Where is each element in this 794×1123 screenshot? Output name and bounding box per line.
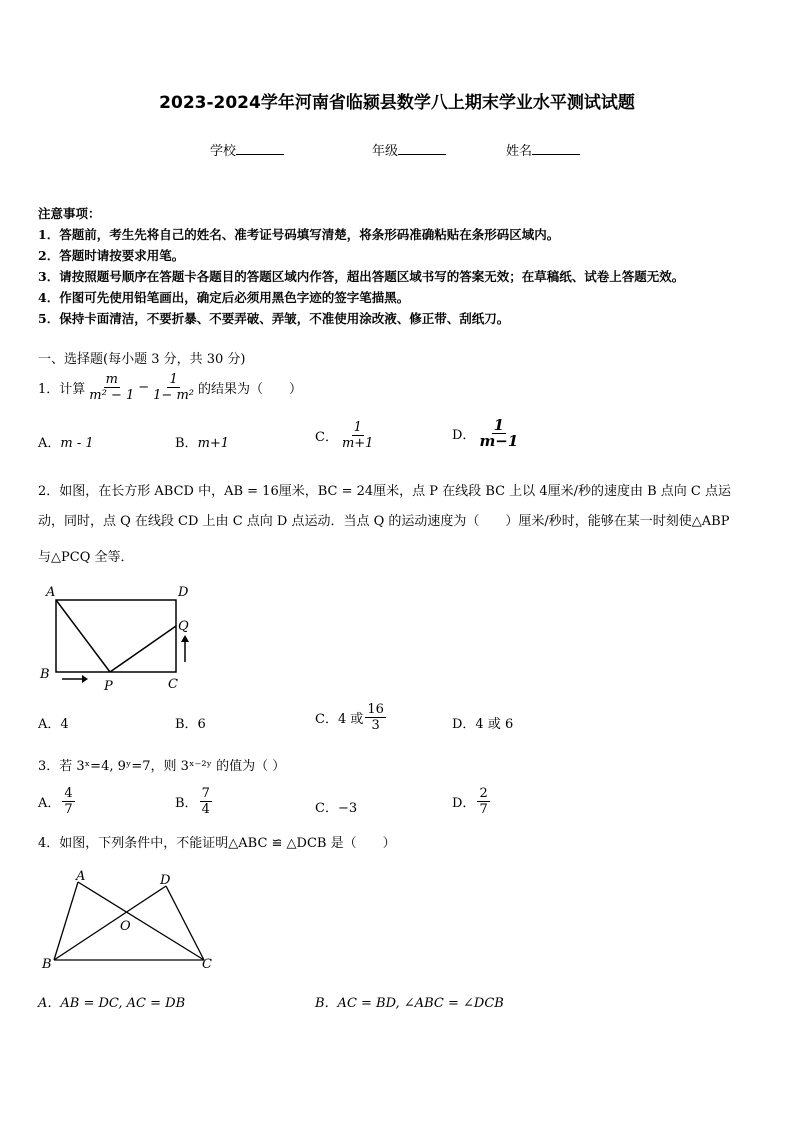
q3-option-c: C．−3 bbox=[315, 801, 358, 816]
section-heading: 一、选择题(每小题 3 分，共 30 分) bbox=[38, 352, 246, 367]
question-2-line-1: 2．如图，在长方形 ABCD 中，AB = 16厘米，BC = 24厘米，点 P 在线段 BC 上以 4厘米/秒的速度由 B 点向 C 点运 bbox=[38, 484, 731, 499]
q2-option-c: C．4 或 $\frac{16}{3}$ bbox=[315, 702, 384, 733]
q2-rectangle-figure bbox=[30, 580, 210, 692]
question-2-line-3: 与△PCQ 全等． bbox=[38, 550, 134, 565]
label-c: C bbox=[168, 677, 178, 692]
note-item: 3．请按照题号顺序在答题卡各题目的答题区域内作答，超出答题区域书写的答案无效；在草稿纸、试卷上答题无效。 bbox=[38, 269, 685, 284]
label-q: Q bbox=[178, 619, 189, 634]
grade-field: 年级 bbox=[372, 140, 446, 159]
q1-fraction-1: $\frac{m}{\text{m² − 1}}$ bbox=[89, 372, 135, 403]
notes bbox=[38, 203, 684, 329]
q1-option-a: A．m - 1 bbox=[38, 436, 94, 451]
q4-option-b: B．AC = BD, ∠ABC = ∠DCB bbox=[315, 996, 504, 1011]
q1-suffix: 的结果为（ ） bbox=[198, 382, 303, 397]
q1-prefix: 1．计算 bbox=[38, 382, 86, 397]
q1-option-c: C． $\frac{1}{m+1}$ bbox=[315, 420, 374, 451]
label-d: D bbox=[178, 585, 189, 600]
segment-ac bbox=[78, 882, 204, 960]
name-field: 姓名 bbox=[506, 140, 580, 159]
q3-option-d: D． $\frac{2}{7}$ bbox=[452, 786, 488, 817]
q1-fraction-2: $\frac{1}{\text{1− m²}}$ bbox=[153, 372, 194, 403]
label-b: B bbox=[42, 957, 52, 972]
notes-heading: 注意事项： bbox=[38, 206, 101, 221]
q1-option-b: B．m+1 bbox=[175, 436, 230, 451]
segment-ab bbox=[54, 882, 78, 960]
q1-minus: − bbox=[138, 380, 150, 395]
segment-ap bbox=[56, 600, 110, 672]
label-a: A bbox=[46, 585, 56, 600]
note-item: 5．保持卡面清洁，不要折暴、不要弄破、弄皱，不准使用涂改液、修正带、刮纸刀。 bbox=[38, 311, 510, 326]
question-2-line-2: 动，同时，点 Q 在线段 CD 上由 C 点向 D 点运动．当点 Q 的运动速度为（ ）厘米/秒时，能够在某一时刻使△ABP bbox=[38, 514, 730, 529]
q2-option-d: D．4 或 6 bbox=[452, 717, 514, 732]
question-4: 4．如图，下列条件中，不能证明△ABC ≌ △DCB 是（ ） bbox=[38, 836, 396, 851]
label-o: O bbox=[120, 919, 131, 934]
note-item: 4．作图可先使用铅笔画出，确定后必须用黑色字迹的签字笔描黑。 bbox=[38, 290, 410, 305]
question-1 bbox=[38, 372, 302, 403]
label-a: A bbox=[76, 869, 86, 884]
school-field: 学校 bbox=[210, 140, 284, 159]
label-c: C bbox=[202, 957, 212, 972]
rectangle-abcd bbox=[56, 600, 176, 672]
note-item: 2．答题时请按要求用笔。 bbox=[38, 248, 185, 263]
q4-option-a: A．AB = DC, AC = DB bbox=[38, 996, 186, 1011]
note-item: 1．答题前，考生先将自己的姓名、准考证号码填写清楚，将条形码准确粘贴在条形码区域内。 bbox=[38, 227, 560, 242]
page-title: 2023-2024学年河南省临颍县数学八上期末学业水平测试试题 bbox=[159, 93, 635, 113]
q3-option-a: A． $\frac{4}{7}$ bbox=[38, 786, 73, 817]
label-d: D bbox=[160, 873, 171, 888]
label-b: B bbox=[40, 667, 50, 682]
question-3: 3．若 3ˣ=4, 9ʸ=7，则 3ˣ⁻²ʸ 的值为（ ） bbox=[38, 759, 286, 774]
segment-db bbox=[54, 886, 166, 960]
segment-pq bbox=[110, 626, 176, 672]
q2-option-a: A．4 bbox=[38, 717, 69, 732]
label-p: P bbox=[104, 679, 113, 692]
q4-triangles-figure bbox=[36, 866, 226, 974]
q3-option-b: B． $\frac{7}{4}$ bbox=[175, 786, 210, 817]
q2-option-b: B．6 bbox=[175, 717, 206, 732]
q1-option-d: D． $\frac{1}{m-1}$ bbox=[452, 416, 519, 450]
